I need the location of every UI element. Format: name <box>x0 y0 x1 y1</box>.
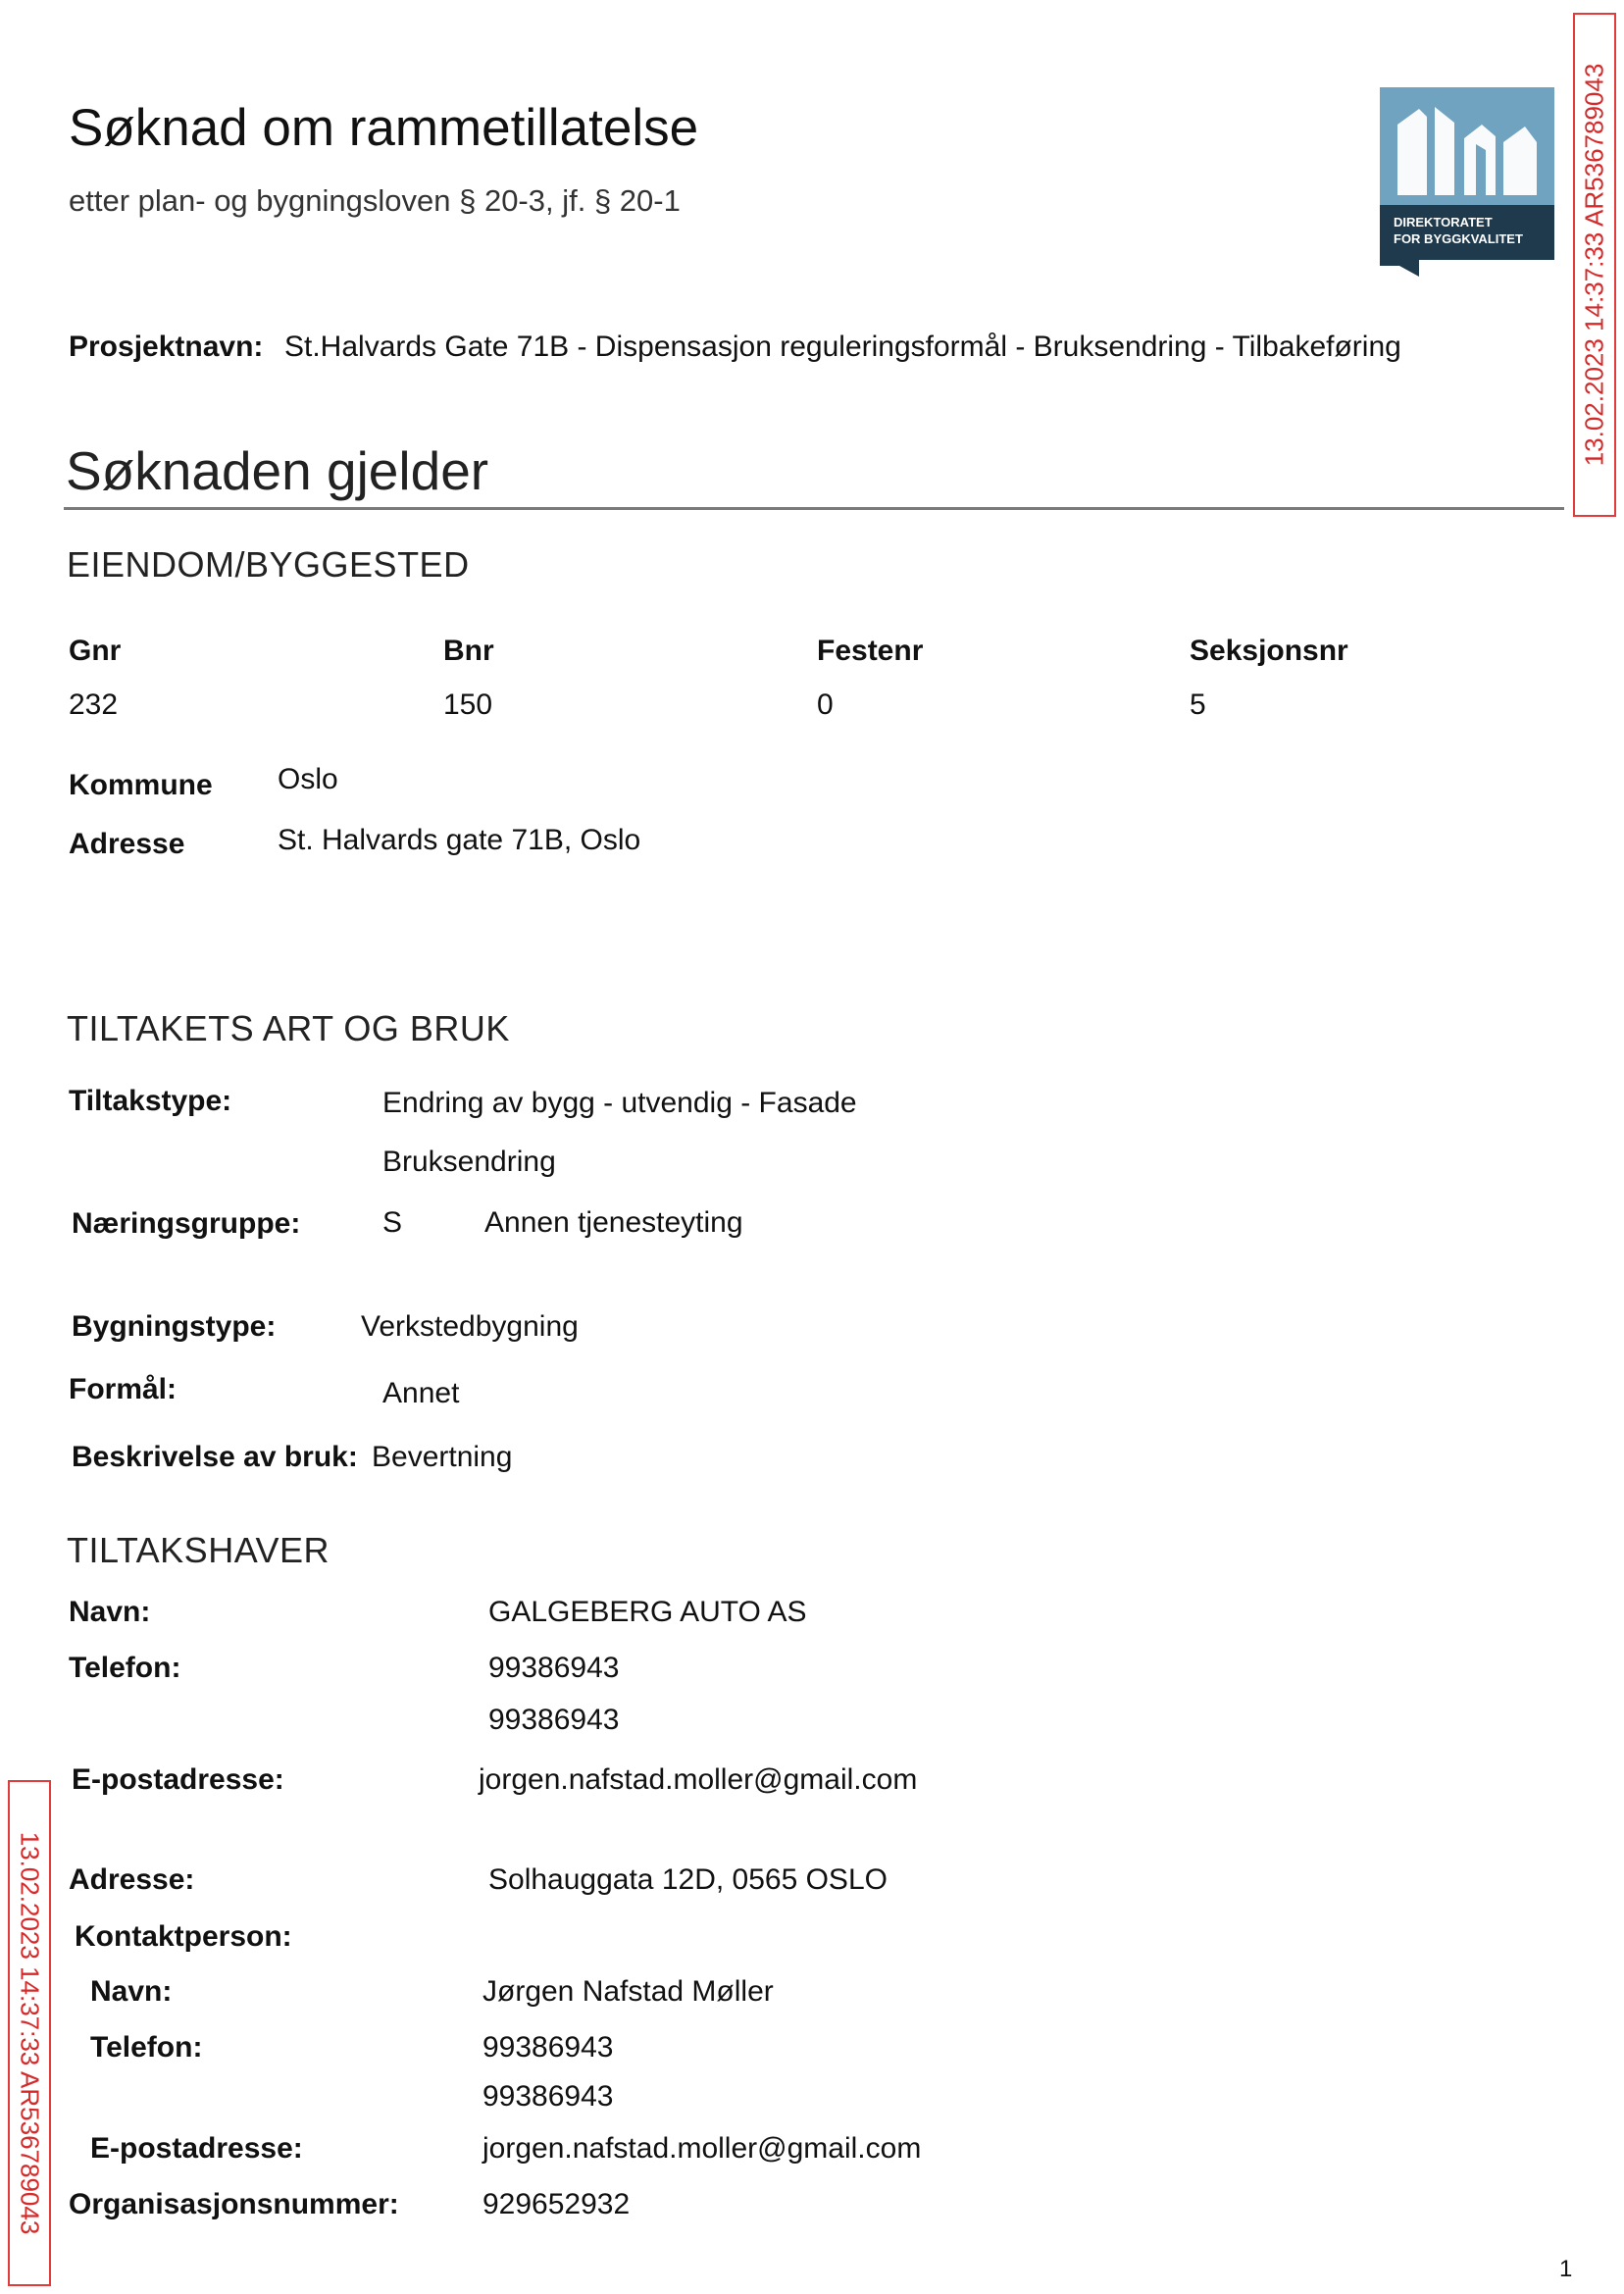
section-title: Søknaden gjelder <box>66 440 489 501</box>
contact-email-value: jorgen.nafstad.moller@gmail.com <box>482 2132 922 2165</box>
seksjonsnr-value: 5 <box>1190 688 1206 721</box>
contact-phone-value-1: 99386943 <box>482 2031 614 2064</box>
festenr-label: Festenr <box>817 635 924 667</box>
svg-text:DIREKTORATET: DIREKTORATET <box>1394 215 1493 229</box>
owner-address-value: Solhauggata 12D, 0565 OSLO <box>488 1863 888 1896</box>
contact-name-label: Navn: <box>90 1975 173 2008</box>
owner-name-value: GALGEBERG AUTO AS <box>488 1596 807 1628</box>
document-title: Søknad om rammetillatelse <box>69 99 699 157</box>
owner-phone-value-2: 99386943 <box>488 1704 620 1736</box>
contact-phone-value-2: 99386943 <box>482 2080 614 2113</box>
kommune-label: Kommune <box>69 769 213 801</box>
adresse-value: St. Halvards gate 71B, Oslo <box>278 824 641 856</box>
naeringsgruppe-text: Annen tjenesteyting <box>484 1206 743 1239</box>
gnr-label: Gnr <box>69 635 122 667</box>
owner-phone-value-1: 99386943 <box>488 1652 620 1684</box>
property-heading: EIENDOM/BYGGESTED <box>67 544 470 585</box>
owner-email-value: jorgen.nafstad.moller@gmail.com <box>479 1763 918 1796</box>
formal-label: Formål: <box>69 1373 178 1405</box>
tiltakstype-value-1: Endring av bygg - utvendig - Fasade <box>382 1087 857 1119</box>
bygningstype-label: Bygningstype: <box>72 1310 277 1343</box>
stamp-text-left: 13.02.2023 14:37:33 AR536789043 <box>15 1831 45 2235</box>
contact-person-label: Kontaktperson: <box>75 1920 292 1953</box>
building-logo-icon <box>1380 87 1554 277</box>
page-number: 1 <box>1559 2256 1573 2282</box>
project-name-value: St.Halvards Gate 71B - Dispensasjon reguleringsformål - Bruksendring - Tilbakeføring <box>284 331 1401 363</box>
org-number-value: 929652932 <box>482 2188 631 2220</box>
document-subtitle: etter plan- og bygningsloven § 20-3, jf. § 20-1 <box>69 183 681 218</box>
festenr-value: 0 <box>817 688 834 721</box>
naeringsgruppe-code: S <box>382 1206 403 1239</box>
svg-text:FOR BYGGKVALITET: FOR BYGGKVALITET <box>1394 231 1523 246</box>
formal-value: Annet <box>382 1377 460 1409</box>
beskrivelse-value: Bevertning <box>372 1441 513 1473</box>
naeringsgruppe-label: Næringsgruppe: <box>72 1207 301 1240</box>
adresse-label: Adresse <box>69 828 185 860</box>
bnr-value: 150 <box>443 688 493 721</box>
owner-heading: TILTAKSHAVER <box>67 1530 330 1570</box>
org-number-label: Organisasjonsnummer: <box>69 2188 399 2220</box>
contact-email-label: E-postadresse: <box>90 2132 303 2165</box>
kommune-value: Oslo <box>278 763 338 795</box>
bnr-label: Bnr <box>443 635 494 667</box>
owner-address-label: Adresse: <box>69 1863 195 1896</box>
tiltakstype-value-2: Bruksendring <box>382 1146 556 1178</box>
dibk-logo <box>1380 87 1554 277</box>
contact-phone-label: Telefon: <box>90 2031 203 2064</box>
contact-name-value: Jørgen Nafstad Møller <box>482 1975 774 2008</box>
project-name-label: Prosjektnavn: <box>69 331 264 363</box>
measure-heading: TILTAKETS ART OG BRUK <box>67 1008 510 1048</box>
beskrivelse-label: Beskrivelse av bruk: <box>72 1441 358 1473</box>
tiltakstype-label: Tiltakstype: <box>69 1085 232 1117</box>
section-divider <box>64 507 1564 510</box>
stamp-text-right: 13.02.2023 14:37:33 AR536789043 <box>1579 63 1609 467</box>
owner-email-label: E-postadresse: <box>72 1763 284 1796</box>
seksjonsnr-label: Seksjonsnr <box>1190 635 1348 667</box>
bygningstype-value: Verkstedbygning <box>361 1310 579 1343</box>
gnr-value: 232 <box>69 688 119 721</box>
timestamp-stamp-right <box>1573 13 1616 517</box>
owner-name-label: Navn: <box>69 1596 151 1628</box>
timestamp-stamp-left <box>8 1780 51 2286</box>
owner-phone-label: Telefon: <box>69 1652 181 1684</box>
